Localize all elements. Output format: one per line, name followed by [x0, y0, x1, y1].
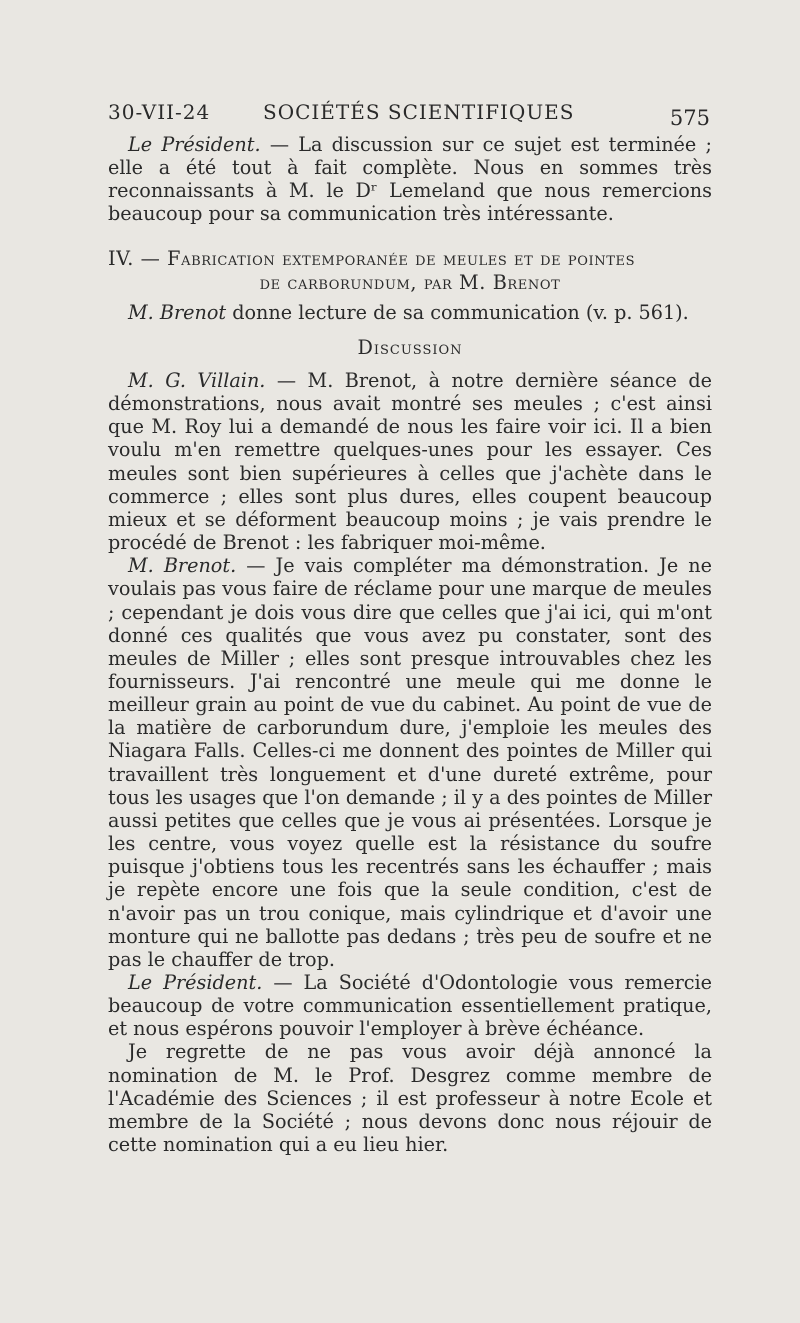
speaker-name: Le Président. — [128, 133, 261, 156]
running-header — [108, 100, 710, 130]
page-body — [108, 133, 712, 1156]
section-heading-line-2: de carborundum, par M. Brenot — [259, 270, 561, 294]
speaker-name: Le Président. — [128, 971, 263, 994]
header-date: 30-VII-24 — [108, 100, 211, 124]
paragraph-brenot-reply — [108, 554, 712, 971]
header-title: SOCIÉTÉS SCIENTIFIQUES — [263, 100, 575, 124]
paragraph-brenot-reading — [108, 301, 712, 324]
paragraph-text: — M. Brenot, à notre dernière séance de démonstrations, nous avait montré ses meules ; c'est ainsi que M. Roy lui a demandé de nous les faire voir ici. Il a bien voulu m'en remettre quelques-unes pour les essayer. Ces meules sont bien supérieures à celles que j'achète dans le commerce ; elles sont plus dures, elles coupent beaucoup mieux et se déforment beaucoup moins ; je vais prendre le procédé de Brenot : les fabriquer moi-même. — [108, 368, 712, 555]
speaker-name: M. G. Villain. — [128, 368, 266, 392]
paragraph-text: donne lecture de sa communication (v. p. 561). — [226, 300, 689, 324]
speaker-name: M. Brenot. — [128, 554, 237, 578]
paragraph-president-2 — [108, 971, 712, 1040]
paragraph-president-1 — [108, 133, 712, 226]
paragraph-text: — La discussion sur ce sujet est terminée ; elle a été tout à fait complète. Nous en sommes très reconnaissants à M. le Dʳ Lemeland que nous remercions beaucoup pour sa communication très intéressante. — [108, 133, 712, 226]
paragraph-villain — [108, 369, 712, 554]
paragraph-text: — La Société d'Odontologie vous remercie beaucoup de votre communication essentiellement pratique, et nous espérons pouvoir l'employer à brève échéance. — [108, 971, 712, 1041]
section-heading — [108, 247, 712, 295]
paragraph-nomination: Je regrette de ne pas vous avoir déjà annoncé la nomination de M. le Prof. Desgrez comme membre de l'Académie des Sciences ; il est professeur à notre Ecole et membre de la Société ; nous devons donc nous réjouir de cette nomination qui a eu lieu hier. — [108, 1040, 712, 1157]
discussion-heading: Discussion — [357, 335, 463, 359]
section-heading-line-1: IV. — Fabrication extemporanée de meules et de pointes — [108, 246, 636, 270]
page-number: 575 — [669, 106, 710, 130]
speaker-name: M. Brenot — [128, 300, 227, 324]
paragraph-text: — Je vais compléter ma démonstration. Je ne voulais pas vous faire de réclame pour une marque de meules ; cependant je dois vous dire que celles que j'ai ici, qui m'ont donné ces qualités que vous avez pu constater, sont des meules de Miller ; elles sont presque introuvables chez les fournisseurs. J'ai rencontré une meule qui me donne le meilleur grain au point de vue du cabinet. Au point de vue de la matière de carborundum dure, j'emploie les meules des Niagara Falls. Celles-ci me donnent des pointes de Miller qui travaillent très longuement et d'une dureté extrême, pour tous les usages que l'on demande ; il y a des pointes de Miller aussi petites que celles que je vous ai présentées. Lorsque je les centre, vous voyez quelle est la résistance du soufre puisque j'obtiens tous les recentrés sans les échauffer ; mais je repète encore une fois que la seule condition, c'est de n'avoir pas un trou conique, mais cylindrique et d'avoir une monture qui ne ballotte pas dedans ; très peu de soufre et ne pas le chauffer de trop. — [108, 554, 712, 971]
